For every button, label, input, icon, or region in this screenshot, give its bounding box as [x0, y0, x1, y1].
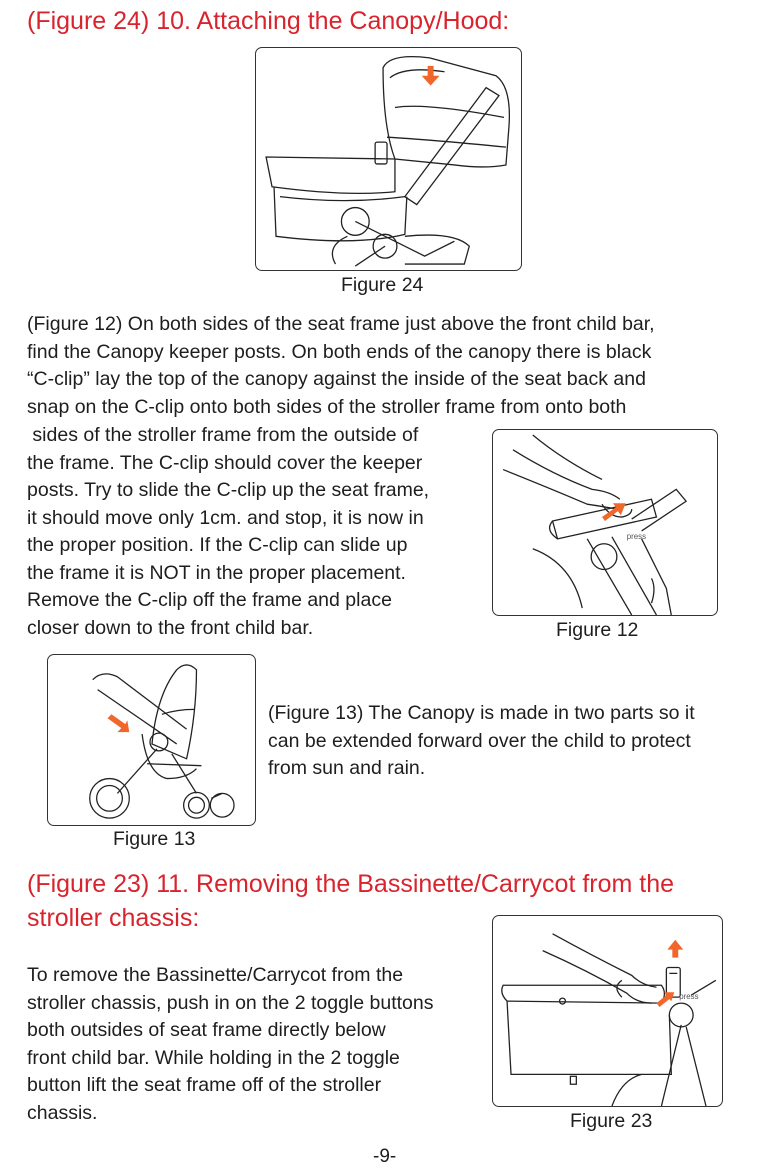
- figure-24-caption: Figure 24: [341, 274, 424, 296]
- bassinette-canopy-drawing: [256, 48, 521, 270]
- bassinette-removal-drawing: [493, 916, 722, 1106]
- figure-23-illustration: [492, 915, 723, 1107]
- figure-12-text-line-12: closer down to the front child bar.: [27, 616, 314, 639]
- figure-12-text-line-6: the frame. The C-clip should cover the keeper: [27, 451, 423, 474]
- figure-23-caption: Figure 23: [570, 1110, 653, 1132]
- figure-12-text-line-9: the proper position. If the C-clip can slide up: [27, 534, 408, 556]
- figure-12-text-line-4: snap on the C-clip onto both sides of the stroller frame from onto both: [27, 395, 627, 418]
- figure-13-text-line-3: from sun and rain.: [268, 757, 426, 779]
- page-number: -9-: [373, 1146, 397, 1167]
- figure-12-text-line-8: it should move only 1cm. and stop, it is now in: [27, 506, 424, 529]
- stroller-canopy-drawing: [48, 655, 255, 825]
- figure-12-text-line-7: posts. Try to slide the C-clip up the seat frame,: [27, 479, 430, 501]
- figure-12-text-line-5: sides of the stroller frame from the outside of: [27, 424, 419, 446]
- figure-24-illustration: [255, 47, 522, 271]
- section-11-text-line-1: To remove the Bassinette/Carrycot from the: [27, 964, 404, 986]
- section-10-heading: (Figure 24) 10. Attaching the Canopy/Hood:: [27, 7, 510, 35]
- figure-12-text-line-3: “C-clip” lay the top of the canopy against the inside of the seat back and: [27, 368, 646, 390]
- figure-23-press-label: press: [679, 992, 699, 1002]
- figure-13-caption: Figure 13: [113, 828, 196, 850]
- figure-12-text-line-2: find the Canopy keeper posts. On both ends of the canopy there is black: [27, 340, 652, 363]
- section-11-heading-line-1: (Figure 23) 11. Removing the Bassinette/Carrycot from the: [27, 870, 675, 898]
- figure-12-press-label: press: [626, 531, 647, 541]
- section-11-text-line-6: chassis.: [27, 1101, 98, 1124]
- canopy-clip-drawing: [493, 430, 717, 615]
- figure-13-text-line-1: (Figure 13) The Canopy is made in two parts so it: [268, 702, 695, 724]
- section-11-text-line-2: stroller chassis, push in on the 2 toggle buttons: [27, 991, 434, 1014]
- figure-12-illustration: [492, 429, 718, 616]
- section-11-heading-line-2: stroller chassis:: [27, 904, 200, 932]
- figure-13-text-line-2: can be extended forward over the child to protect: [268, 729, 691, 752]
- figure-13-illustration: [47, 654, 256, 826]
- figure-12-caption: Figure 12: [556, 619, 639, 641]
- figure-12-text-line-10: the frame it is NOT in the proper placement.: [27, 561, 406, 584]
- section-11-text-line-4: front child bar. While holding in the 2 toggle: [27, 1046, 400, 1069]
- figure-12-text-line-1: (Figure 12) On both sides of the seat frame just above the front child bar,: [27, 313, 655, 335]
- section-11-text-line-5: button lift the seat frame off of the stroller: [27, 1074, 382, 1096]
- section-11-text-line-3: both outsides of seat frame directly below: [27, 1019, 386, 1041]
- figure-12-text-line-11: Remove the C-clip off the frame and place: [27, 589, 392, 611]
